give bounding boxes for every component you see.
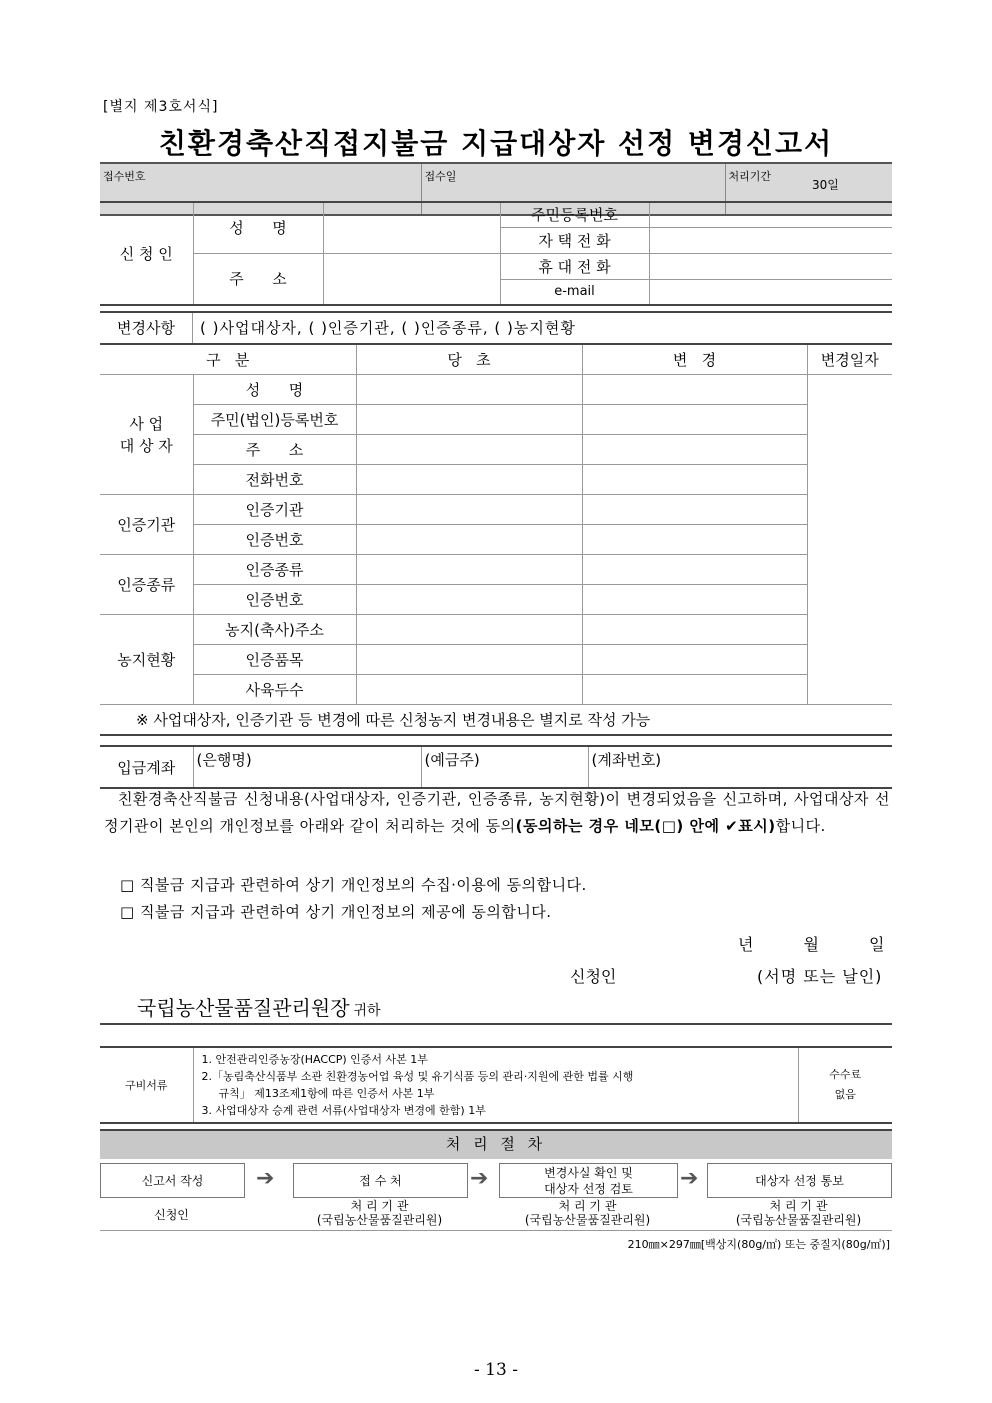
actor-applicant: 신청인 [154, 1208, 189, 1222]
original-field[interactable] [356, 435, 582, 465]
change-date-field[interactable] [807, 375, 892, 705]
actor-org: (국립농산물품질관리원) [735, 1213, 862, 1227]
actor-processor-3 [707, 1199, 890, 1227]
changed-field[interactable] [582, 615, 807, 645]
applicant-label: 신 청 인 [100, 202, 193, 305]
row-label: 인증기관 [193, 495, 356, 525]
row-label: 주민(법인)등록번호 [193, 405, 356, 435]
bank-account-label: 입금계좌 [117, 758, 176, 777]
id-number-field[interactable] [649, 202, 892, 227]
paper-size-note: 210㎜×297㎜[백상지(80g/㎡) 또는 중질지(80g/㎡)] [627, 1238, 890, 1251]
account-holder-field[interactable]: (예금주) [421, 746, 588, 788]
doc-item: 규칙」 제13조제1항에 따른 인증서 사본 1부 [218, 1087, 435, 1100]
consent-provide-checkbox[interactable]: □ 직불금 지급과 관련하여 상기 개인정보의 제공에 동의합니다. [120, 903, 552, 921]
actor-org: (국립농산물품질관리원) [524, 1213, 651, 1227]
row-label: 전화번호 [193, 465, 356, 495]
email-label: e-mail [500, 279, 649, 305]
original-field[interactable] [356, 675, 582, 705]
consent-statement [104, 786, 890, 840]
row-label: 농지(축사)주소 [193, 615, 356, 645]
change-items-options[interactable]: ( )사업대상자, ( )인증기관, ( )인증종류, ( )농지현황 [200, 319, 576, 337]
step-review-line2: 대상자 선정 검토 [544, 1181, 633, 1196]
required-docs-table [100, 1046, 892, 1124]
header-change-date: 변경일자 [807, 344, 892, 375]
actor-processor-1 [293, 1199, 466, 1227]
address-field[interactable] [323, 253, 500, 305]
group-business-target: 사 업 대 상 자 [100, 375, 193, 495]
month-label: 월 [803, 935, 819, 954]
year-label: 년 [738, 935, 754, 954]
date-line [738, 932, 884, 955]
changed-field[interactable] [582, 375, 807, 405]
group-cert-body: 인증기관 [100, 495, 193, 555]
page-number: - 13 - [474, 1360, 518, 1380]
arrow-right-icon: ➔ [680, 1166, 699, 1191]
actor-title: 처 리 기 관 [350, 1199, 409, 1213]
bank-account-table [100, 745, 892, 789]
signature-field[interactable]: (서명 또는 날인) [757, 967, 883, 986]
arrow-right-icon: ➔ [256, 1166, 275, 1191]
row-label: 인증번호 [193, 525, 356, 555]
form-number: [별지 제3호서식] [103, 99, 219, 115]
consent-instruction: (동의하는 경우 네모(□) 안에 ✔표시) [515, 817, 776, 835]
original-field[interactable] [356, 375, 582, 405]
step-review-line1: 변경사실 확인 및 [544, 1165, 633, 1180]
change-items-row [100, 311, 892, 345]
id-number-label: 주민등록번호 [500, 202, 649, 227]
actor-title: 처 리 기 관 [558, 1199, 617, 1213]
header-category: 구 분 [100, 344, 356, 375]
processing-period-label: 처리기간 [725, 163, 809, 215]
addressee-name: 국립농산물품질관리원장 [137, 996, 350, 1020]
changed-field[interactable] [582, 675, 807, 705]
email-field[interactable] [649, 279, 892, 305]
address-label: 주 소 [193, 253, 323, 305]
changed-field[interactable] [582, 555, 807, 585]
original-field[interactable] [356, 525, 582, 555]
fee-label: 수수료 [829, 1068, 862, 1081]
original-field[interactable] [356, 615, 582, 645]
doc-item: 3. 사업대상자 승계 관련 서류(사업대상자 변경에 한함) 1부 [201, 1104, 486, 1117]
row-label: 주 소 [193, 435, 356, 465]
changed-field[interactable] [582, 465, 807, 495]
change-detail-table [100, 343, 892, 736]
step-reception: 접 수 처 [293, 1163, 468, 1198]
step-review [499, 1163, 678, 1198]
addressee [137, 992, 381, 1021]
home-phone-field[interactable] [649, 227, 892, 253]
process-title: 처 리 절 차 [100, 1129, 892, 1159]
consent-text: 친환경축산직불금 신청내용(사업대상자, 인증기관, 인증종류, 농지현황)이 변경되었음을 신고하며, 사업대상자 선정기관이 본인의 개인정보를 아래와 같이 처리하는 것에 동의 [104, 790, 890, 835]
step-notify: 대상자 선정 통보 [707, 1163, 892, 1198]
reception-date-label: 접수일 [421, 163, 725, 215]
name-field[interactable] [323, 202, 500, 253]
header-original: 당 초 [356, 344, 582, 375]
change-items-label: 변경사항 [100, 313, 193, 343]
applicant-table [100, 201, 892, 306]
doc-item: 1. 안전관리인증농장(HACCP) 인증서 사본 1부 [201, 1053, 428, 1066]
mobile-label: 휴 대 전 화 [500, 253, 649, 279]
row-label: 인증품목 [193, 645, 356, 675]
home-phone-label: 자 택 전 화 [500, 227, 649, 253]
doc-item: 2.「농림축산식품부 소관 친환경농어업 육성 및 유기식품 등의 관리·지원에 관한 법률 시행 [201, 1070, 634, 1083]
required-docs-list [193, 1047, 798, 1123]
changed-field[interactable] [582, 585, 807, 615]
addressee-suffix: 귀하 [353, 1003, 381, 1019]
original-field[interactable] [356, 555, 582, 585]
row-label: 사육두수 [193, 675, 356, 705]
row-label: 인증번호 [193, 585, 356, 615]
reception-no-label: 접수번호 [100, 163, 421, 215]
actor-title: 처 리 기 관 [769, 1199, 828, 1213]
divider [100, 1230, 892, 1231]
original-field[interactable] [356, 585, 582, 615]
name-label: 성 명 [193, 202, 323, 253]
applicant-sign-label: 신청인 [570, 967, 617, 986]
actor-processor-2 [499, 1199, 676, 1227]
group-cert-type: 인증종류 [100, 555, 193, 615]
fee-value: 없음 [834, 1088, 856, 1101]
row-label: 인증종류 [193, 555, 356, 585]
consent-text-end: 합니다. [775, 817, 826, 835]
fee-cell [798, 1047, 892, 1123]
divider [100, 1023, 892, 1025]
changed-field[interactable] [582, 435, 807, 465]
bank-name-field[interactable]: (은행명) [193, 746, 421, 788]
original-field[interactable] [356, 405, 582, 435]
original-field[interactable] [356, 495, 582, 525]
changed-field[interactable] [582, 645, 807, 675]
account-number-field[interactable]: (계좌번호) [588, 746, 892, 788]
changed-field[interactable] [582, 405, 807, 435]
detail-note: ※ 사업대상자, 인증기관 등 변경에 따른 신청농지 변경내용은 별지로 작성 가능 [100, 705, 892, 736]
header-changed: 변 경 [582, 344, 807, 375]
actor-org: (국립농산물품질관리원) [316, 1213, 443, 1227]
original-field[interactable] [356, 645, 582, 675]
changed-field[interactable] [582, 525, 807, 555]
arrow-right-icon: ➔ [470, 1166, 489, 1191]
changed-field[interactable] [582, 495, 807, 525]
mobile-field[interactable] [649, 253, 892, 279]
step-write-report: 신고서 작성 [100, 1163, 245, 1198]
consent-collect-checkbox[interactable]: □ 직불금 지급과 관련하여 상기 개인정보의 수집·이용에 동의합니다. [120, 876, 587, 894]
form-title: 친환경축산직접지불금 지급대상자 선정 변경신고서 [158, 127, 834, 160]
original-field[interactable] [356, 465, 582, 495]
row-label: 성 명 [193, 375, 356, 405]
required-docs-label: 구비서류 [124, 1079, 168, 1092]
day-label: 일 [868, 935, 885, 954]
group-farmland: 농지현황 [100, 615, 193, 705]
processing-period-value: 30일 [809, 163, 892, 215]
